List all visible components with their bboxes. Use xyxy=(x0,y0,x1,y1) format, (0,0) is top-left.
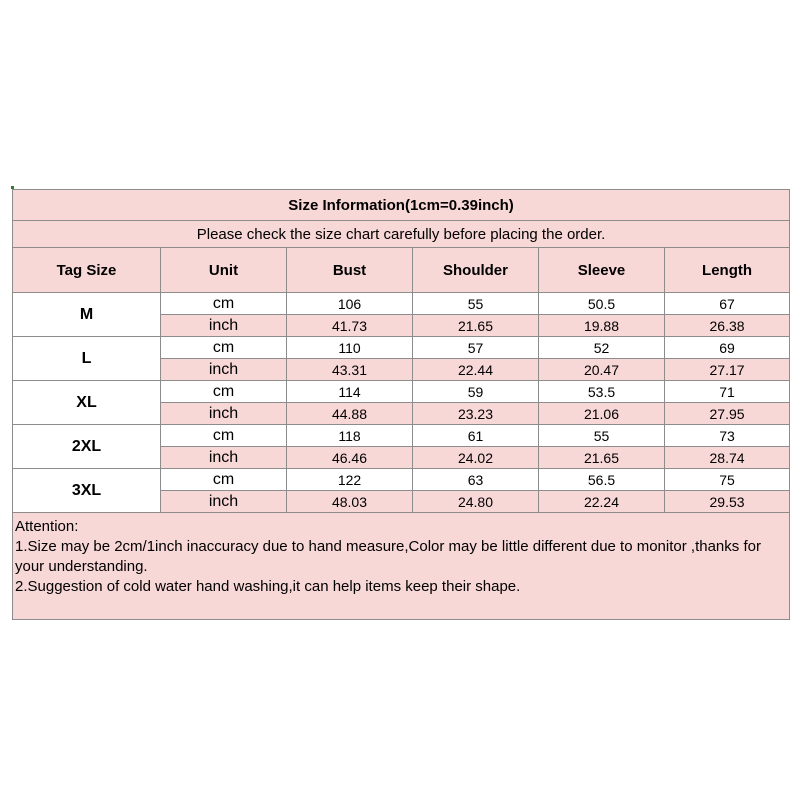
sleeve-cm-cell: 53.5 xyxy=(539,381,665,403)
table-row xyxy=(13,337,790,359)
unit-cell-inch: inch xyxy=(161,315,287,337)
shoulder-cm-cell: 63 xyxy=(413,469,539,491)
length-inch-cell: 27.95 xyxy=(665,403,790,425)
attention-notes xyxy=(13,513,790,620)
bust-inch-cell: 41.73 xyxy=(287,315,413,337)
table-row xyxy=(13,381,790,403)
attention-heading: Attention: xyxy=(15,518,79,535)
length-cm-cell: 69 xyxy=(665,337,790,359)
length-inch-cell: 26.38 xyxy=(665,315,790,337)
header-bust: Bust xyxy=(287,248,413,293)
length-cm-cell: 75 xyxy=(665,469,790,491)
bust-cm-cell: 110 xyxy=(287,337,413,359)
shoulder-cm-cell: 59 xyxy=(413,381,539,403)
header-unit: Unit xyxy=(161,248,287,293)
header-length: Length xyxy=(665,248,790,293)
length-cm-cell: 73 xyxy=(665,425,790,447)
length-inch-cell: 28.74 xyxy=(665,447,790,469)
attention-line2: 2.Suggestion of cold water hand washing,it can help items keep their shape. xyxy=(15,578,521,595)
sleeve-inch-cell: 21.65 xyxy=(539,447,665,469)
attention-line1: 1.Size may be 2cm/1inch inaccuracy due to hand measure,Color may be little different due to monitor ,thanks for your understanding. xyxy=(15,538,761,575)
chart-title: Size Information(1cm=0.39inch) xyxy=(13,190,790,221)
sleeve-inch-cell: 20.47 xyxy=(539,359,665,381)
shoulder-cm-cell: 57 xyxy=(413,337,539,359)
sleeve-inch-cell: 19.88 xyxy=(539,315,665,337)
tag-size-cell: 3XL xyxy=(13,469,161,513)
table-row xyxy=(13,469,790,491)
sleeve-inch-cell: 21.06 xyxy=(539,403,665,425)
unit-cell-cm: cm xyxy=(161,425,287,447)
bust-cm-cell: 122 xyxy=(287,469,413,491)
tag-size-cell: L xyxy=(13,337,161,381)
unit-cell-cm: cm xyxy=(161,337,287,359)
sleeve-cm-cell: 52 xyxy=(539,337,665,359)
size-chart-table xyxy=(12,189,790,620)
shoulder-cm-cell: 61 xyxy=(413,425,539,447)
sleeve-cm-cell: 50.5 xyxy=(539,293,665,315)
sleeve-inch-cell: 22.24 xyxy=(539,491,665,513)
header-shoulder: Shoulder xyxy=(413,248,539,293)
shoulder-inch-cell: 21.65 xyxy=(413,315,539,337)
unit-cell-cm: cm xyxy=(161,469,287,491)
bust-inch-cell: 43.31 xyxy=(287,359,413,381)
length-cm-cell: 67 xyxy=(665,293,790,315)
table-row xyxy=(13,293,790,315)
length-inch-cell: 29.53 xyxy=(665,491,790,513)
tag-size-cell: 2XL xyxy=(13,425,161,469)
bust-inch-cell: 48.03 xyxy=(287,491,413,513)
unit-cell-inch: inch xyxy=(161,359,287,381)
chart-subtitle: Please check the size chart carefully before placing the order. xyxy=(13,221,790,248)
bust-inch-cell: 44.88 xyxy=(287,403,413,425)
unit-cell-inch: inch xyxy=(161,403,287,425)
unit-cell-cm: cm xyxy=(161,381,287,403)
sleeve-cm-cell: 56.5 xyxy=(539,469,665,491)
bust-cm-cell: 106 xyxy=(287,293,413,315)
shoulder-inch-cell: 24.02 xyxy=(413,447,539,469)
table-row xyxy=(13,425,790,447)
shoulder-cm-cell: 55 xyxy=(413,293,539,315)
tag-size-cell: M xyxy=(13,293,161,337)
unit-cell-inch: inch xyxy=(161,447,287,469)
length-cm-cell: 71 xyxy=(665,381,790,403)
unit-cell-cm: cm xyxy=(161,293,287,315)
sleeve-cm-cell: 55 xyxy=(539,425,665,447)
tag-size-cell: XL xyxy=(13,381,161,425)
header-tag-size: Tag Size xyxy=(13,248,161,293)
header-sleeve: Sleeve xyxy=(539,248,665,293)
shoulder-inch-cell: 22.44 xyxy=(413,359,539,381)
bust-cm-cell: 118 xyxy=(287,425,413,447)
shoulder-inch-cell: 23.23 xyxy=(413,403,539,425)
bust-inch-cell: 46.46 xyxy=(287,447,413,469)
unit-cell-inch: inch xyxy=(161,491,287,513)
shoulder-inch-cell: 24.80 xyxy=(413,491,539,513)
bust-cm-cell: 114 xyxy=(287,381,413,403)
length-inch-cell: 27.17 xyxy=(665,359,790,381)
